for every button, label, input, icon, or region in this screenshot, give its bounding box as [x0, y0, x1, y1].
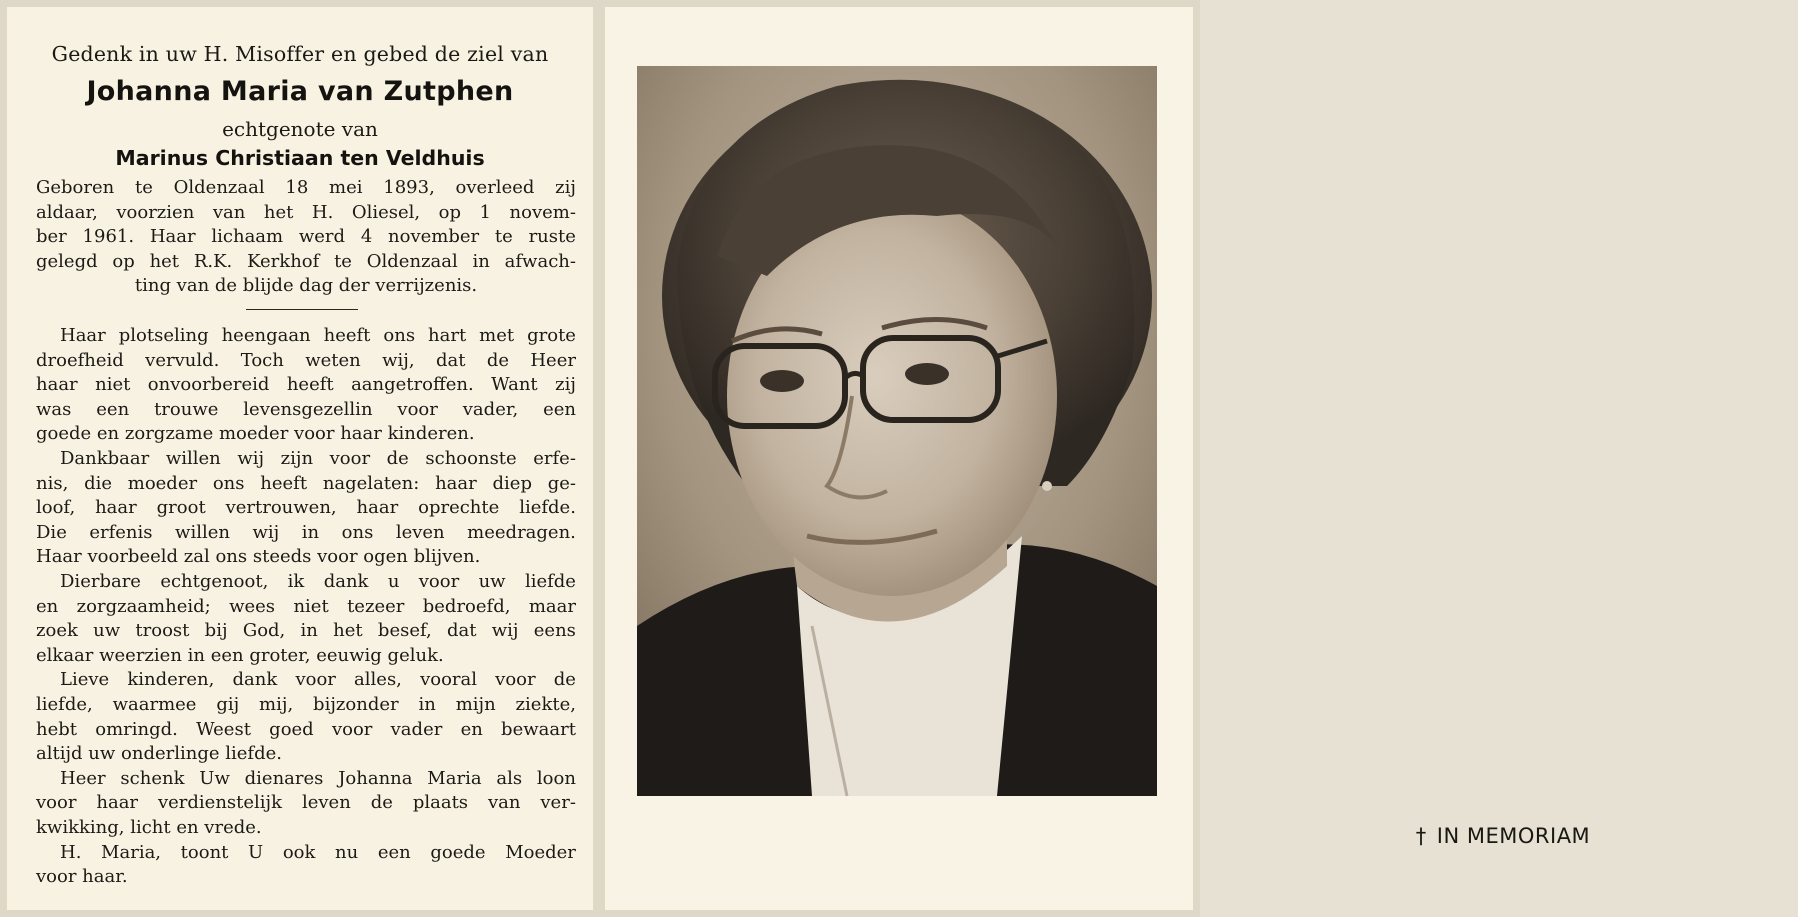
text-line: Dierbare echtgenoot, ik dank u voor uw liefde [60, 571, 576, 592]
text-line: Lieve kinderen, dank voor alles, vooral voor de [60, 669, 576, 691]
text-card [6, 6, 594, 911]
memoriam-text: IN MEMORIAM [1436, 824, 1591, 848]
portrait-illustration [637, 66, 1157, 796]
text-line: Dankbaar willen wij zijn voor de schoonste erfe- [60, 448, 576, 469]
text-line: altijd uw onderlinge liefde. [36, 743, 282, 765]
cross-icon: † [1415, 824, 1427, 848]
spouse-prefix: echtgenote van [222, 117, 378, 141]
text-line: haar niet onvoorbereid heeft aangetroffen. Want zij [36, 374, 576, 396]
text-line: was een trouwe levensgezellin voor vader, een [36, 398, 576, 420]
text-line: Haar plotseling heengaan heeft ons hart met grote [60, 325, 576, 346]
text-line: Heer schenk Uw dienares Johanna Maria als loon [60, 767, 576, 789]
text-line: Geboren te Oldenzaal 18 mei 1893, overleed zij [36, 177, 576, 198]
text-line: nis, die moeder ons heeft nagelaten: haar diep ge- [36, 472, 576, 494]
text-line: ber 1961. Haar lichaam werd 4 november te ruste [36, 226, 576, 247]
memoriam-caption [1208, 824, 1798, 848]
portrait-photo [637, 66, 1157, 796]
divider-rule [246, 309, 358, 310]
text-line: Die erfenis willen wij in ons leven meedragen. [36, 521, 576, 543]
text-line: Haar voorbeeld zal ons steeds voor ogen blijven. [36, 546, 481, 568]
text-line: en zorgzaamheid; wees niet tezeer bedroefd, maar [36, 595, 576, 617]
text-line: liefde, waarmee gij mij, bijzonder in mijn ziekte, [36, 694, 576, 715]
text-line: hebt omringd. Weest goed voor vader en bewaart [36, 718, 576, 740]
text-line: droefheid vervuld. Toch weten wij, dat de Heer [36, 349, 576, 371]
intro-line: Gedenk in uw H. Misoffer en gebed de ziel van [51, 42, 549, 66]
spouse-name: Marinus Christiaan ten Veldhuis [115, 146, 485, 170]
text-line: H. Maria, toont U ook nu een goede Moeder [60, 841, 576, 863]
text-line: voor haar verdienstelijk leven de plaats van ver- [36, 792, 576, 814]
text-line: loof, haar groot vertrouwen, haar oprechte liefde. [36, 497, 576, 519]
deceased-name: Johanna Maria van Zutphen [86, 76, 514, 107]
text-line: aldaar, voorzien van het H. Oliesel, op 1 novem- [36, 201, 576, 223]
text-line: gelegd op het R.K. Kerkhof te Oldenzaal in afwach- [36, 250, 576, 272]
text-line: goede en zorgzame moeder voor haar kinderen. [36, 423, 475, 445]
text-line: voor haar. [36, 866, 128, 888]
text-line: ting van de blijde dag der verrijzenis. [134, 275, 478, 296]
text-line: zoek uw troost bij God, in het besef, dat wij eens [36, 620, 576, 642]
text-line: kwikking, licht en vrede. [36, 817, 262, 838]
text-line: elkaar weerzien in een groter, eeuwig geluk. [36, 644, 444, 666]
